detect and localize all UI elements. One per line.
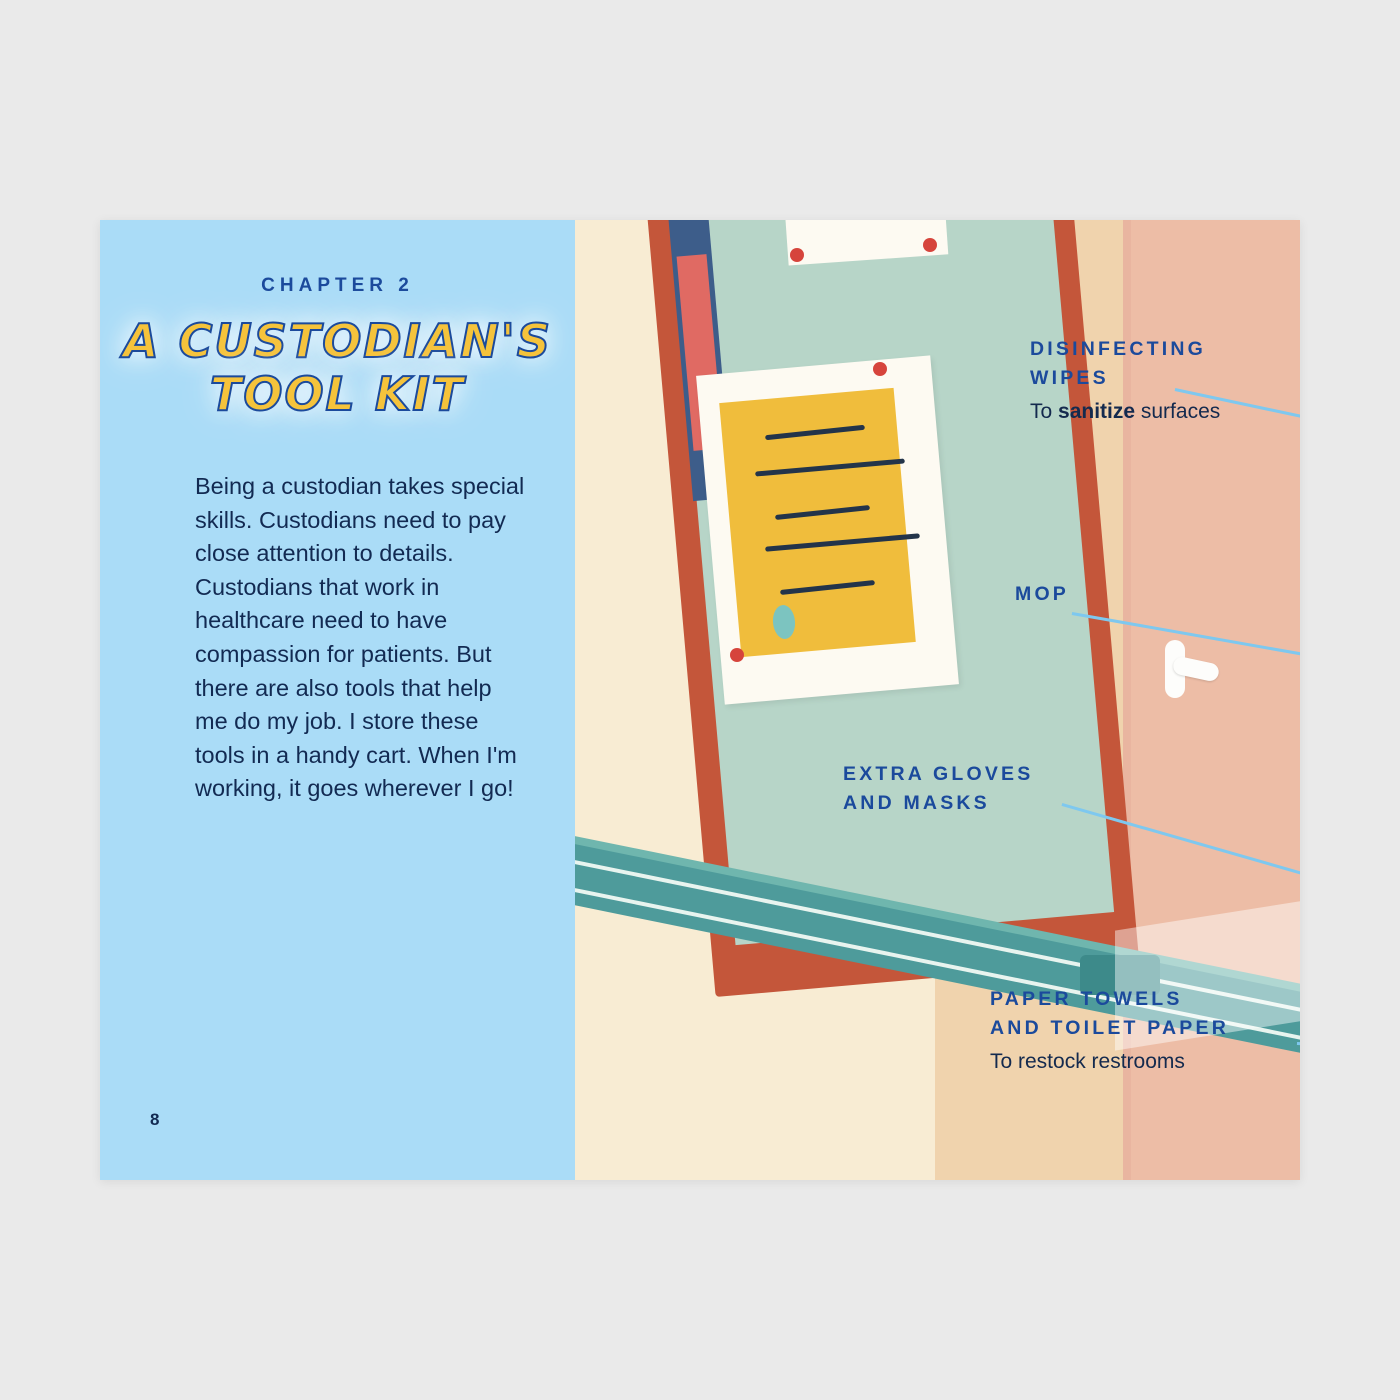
callout-heading-line-1: EXTRA GLOVES — [843, 763, 1034, 785]
callout-subtext-post: surfaces — [1135, 399, 1221, 423]
callout-subtext — [1030, 398, 1220, 426]
book-spread — [100, 220, 1300, 1180]
pin-icon — [790, 248, 804, 262]
pin-icon — [873, 362, 887, 376]
pin-icon — [730, 648, 744, 662]
chapter-label: CHAPTER 2 — [261, 275, 414, 296]
callout-subtext: To restock restrooms — [990, 1049, 1185, 1073]
page-title-line-1: A CUSTODIAN'S — [123, 314, 552, 368]
page-title-line-2: TOOL KIT — [209, 366, 466, 421]
callout-disinfecting-wipes — [1030, 335, 1220, 426]
callout-heading-line-1: DISINFECTING — [1030, 338, 1206, 360]
pin-icon — [923, 238, 937, 252]
callout-subtext-bold: sanitize — [1058, 399, 1136, 423]
body-paragraph: Being a custodian takes special skills. Custodians need to pay close attention to details. Custodians that work in healthcare need to have compassion for patients. But there are also tools that help me do my job. I store these tools in a handy cart. When I'm working, it goes wherever I go! — [195, 473, 525, 802]
callout-heading-line-2: AND MASKS — [843, 792, 990, 815]
callout-heading-line-1: MOP — [1015, 583, 1070, 605]
right-page-illustration — [575, 220, 1300, 1180]
callout-heading-line-2: AND TOILET PAPER — [990, 1017, 1229, 1040]
left-page — [100, 220, 575, 1180]
callout-heading-line-2: WIPES — [1030, 367, 1109, 390]
page-number: 8 — [150, 1110, 160, 1129]
callout-mop — [1015, 580, 1069, 609]
board-paper-yellow — [719, 388, 916, 657]
callout-paper-towels-and-toilet-paper — [990, 985, 1229, 1076]
callout-heading-line-1: PAPER TOWELS — [990, 988, 1183, 1010]
callout-extra-gloves-and-masks — [843, 760, 1033, 819]
callout-subtext-pre: To — [1030, 399, 1059, 423]
page-title — [100, 315, 575, 421]
